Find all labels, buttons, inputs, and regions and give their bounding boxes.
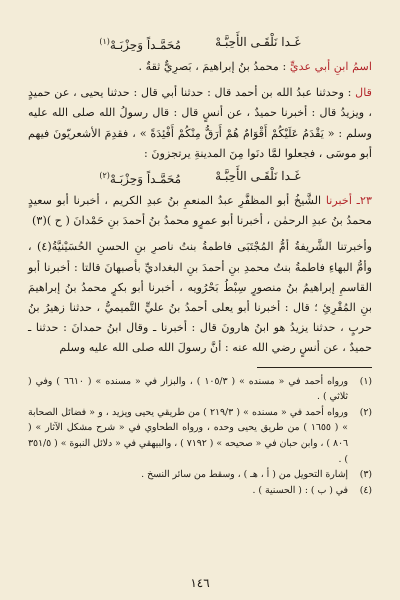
qala-heading: قال xyxy=(355,86,372,100)
verse-line xyxy=(28,166,372,189)
footnote-text: في ( ب ) : ( الحسنية ) . xyxy=(252,484,348,496)
narrator-note-text: : محمدُ بنُ إبراهيمَ ، بَصرِيٌّ ثقةٌ . xyxy=(138,60,287,73)
page-number: ١٤٦ xyxy=(190,576,210,590)
narrator-note xyxy=(28,57,372,77)
footnote-number: (٣) xyxy=(359,469,372,481)
main-text xyxy=(28,32,372,359)
hadith-text: : وحدثنا عبدُ الله بن أحمد قال : حدثنا أبي قال : حدثنا يحيى ، عن حميدٍ ، ويزيدُ قال : أخبرنا حميدٌ ، عن أنسٍ قال : قال رسولُ الله صلى الله عليه وسلم : « يَقْدَمُ عَلَيْكُمْ أَقْوَامٌ هُمْ أَرَقُّ مِنْكُمْ أَفْئِدَةً » ، فقدِمَ الأشعريّونَ فيهم أبو موسَى ، فجعلوا لمَّا دنَوا مِنَ المدينةِ يرتجزونَ : xyxy=(28,86,372,160)
footnote xyxy=(28,467,372,483)
footnote-divider xyxy=(257,367,372,368)
verse-hemistich-left: مُحَمَّـداً وَحِزْبَـهْ$^{(٢)}$ xyxy=(99,171,182,187)
hadith-chain-text: وأخبرتنا الشَّريفةُ أمُّ المُجْتَبَى فاطمةُ بنتُ ناصرِ بنِ الحسنِ الحُسَيْنيَّةُ(٤) ، وأمُّ البهاءِ فاطمةُ بنتُ محمدِ بنِ أحمدَ بنِ البغداديِّ بأصبهانَ قالتا : أخبرنا أبو القاسمِ إبراهيمُ بنُ منصورٍ سِبْطُ بَحْرُويه ، أخبرنا أبو بكرٍ محمدُ بنُ إبراهيمَ بنِ المُقْرِئِ ؛ قال : أخبرنا أبو يعلى أحمدُ بنُ عليٍّ التَّميميُّ ، حدثنا زهيرُ بنُ حربٍ ، حدثنا يزيدُ هو ابنُ هارونَ قال : أخبرنا ـ وقال ابنُ حمدانَ : حدثنا ـ حميدٌ ، عن أنسٍ رضي الله عنه : أنَّ رسولَ الله صلى الله عليه وسلم xyxy=(28,240,372,355)
footnote xyxy=(28,374,372,405)
verse-hemistich-right: غَـدا نَلْقَـى الأَحِبَّـهْ xyxy=(215,169,301,184)
narrator-name-heading: اسمُ ابنِ أبي عديٍّ xyxy=(289,60,372,73)
footnote-number: (٤) xyxy=(359,484,372,496)
footnote-number: (١) xyxy=(359,375,372,387)
verse-line xyxy=(28,32,372,55)
verse-hemistich-left: مُحَمَّـداً وَحِزْبَـهْ$^{(١)}$ xyxy=(99,37,182,52)
footnote-text: ورواه أحمد في « مسنده » ( ١٠٥/٣ ) ، والبزار في « مسنده » ( ٦٦١٠ ) وفي ( ثلاثي ) . xyxy=(28,375,348,403)
footnote-text: ورواه أحمد في « مسنده » ( ٢١٩/٣ ) من طريقي يحيى ويزيد ، و « فضائل الصحابة » ( ١٦٥٥ ) من طريق يحيى وحده ، ورواه الطحاوي في « شرح مشكل الآثار » ( ٨٠٦ ) ، وابن حبان في « صحيحه » ( ٧١٩٢ ) ، والبيهقي في « دلائل النبوة » ( ٣٥١/٥ ) . xyxy=(28,406,348,465)
footnote-reference: (٢) xyxy=(99,171,110,181)
footnote-text: إشارة التحويل من ( أ ، هـ ) ، وسقط من سائر النسخ . xyxy=(141,469,348,481)
footnote xyxy=(28,483,372,499)
verse-hemistich-right: غَـدا نَلْقَـى الأَحِبَّـهْ xyxy=(215,35,301,49)
hadith-chain-paragraph xyxy=(28,191,372,231)
footnote-reference: (١) xyxy=(99,37,110,46)
hadith-paragraph xyxy=(28,83,372,164)
hadith-number-heading: ٢٣ـ أخبرنا xyxy=(325,194,372,208)
hadith-chain-text: الشَّيخُ أبو المظفَّرِ عبدُ المنعمِ بنُ عبدِ الكريم ، أخبرنا أبو سعيدٍ محمدُ بنُ عبدِ الرحمٰن ، أخبرنا أبو عمرٍو محمدُ بنُ أحمدَ بنِ حَمْدانَ ( ح ) xyxy=(28,194,372,228)
hadith-chain-paragraph xyxy=(28,237,372,358)
footnote-number: (٢) xyxy=(359,406,372,418)
footnotes xyxy=(28,374,372,499)
footnote xyxy=(28,405,372,467)
footnote-reference: (٣) xyxy=(32,214,47,228)
